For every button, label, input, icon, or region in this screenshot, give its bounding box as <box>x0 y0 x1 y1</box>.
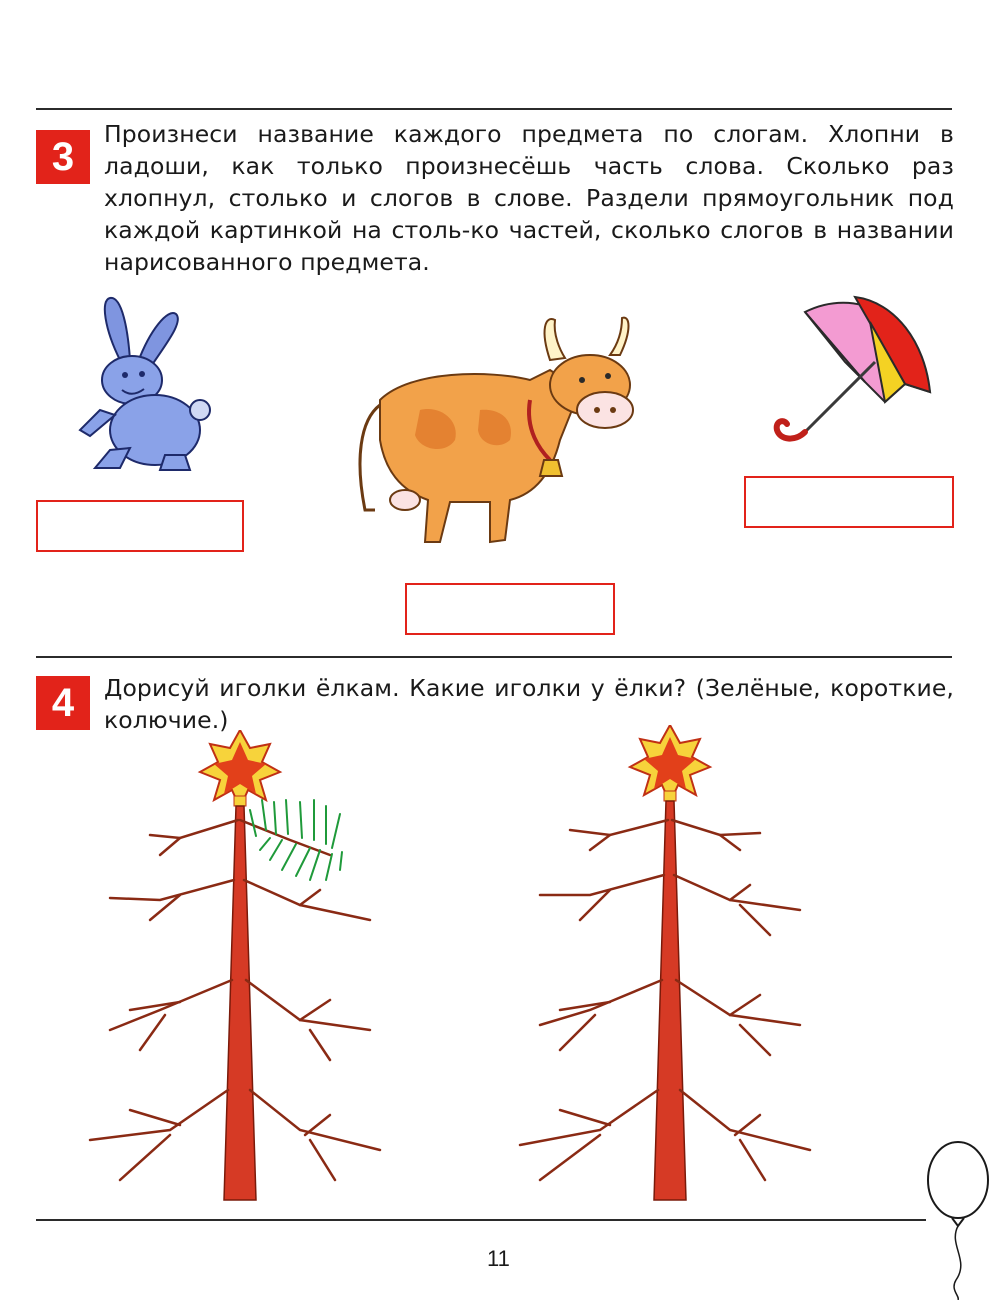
task4-number-badge: 4 <box>36 676 90 730</box>
hare-icon <box>70 290 220 480</box>
fir-tree-icon <box>500 725 840 1210</box>
answer-box-cow[interactable] <box>405 583 615 635</box>
balloon-icon <box>920 1140 1000 1300</box>
bottom-rule <box>36 1219 926 1221</box>
middle-rule <box>36 656 952 658</box>
umbrella-icon <box>765 292 945 452</box>
page-number: 11 <box>487 1246 510 1271</box>
task3-number-badge: 3 <box>36 130 90 184</box>
answer-box-umbrella[interactable] <box>744 476 954 528</box>
top-rule <box>36 108 952 110</box>
task3-instructions: Произнеси название каждого предмета по слогам. Хлопни в ладоши, как только произнесёшь часть слова. Сколько раз хлопнул, столько и слогов в слове. Раздели прямоугольник под каждой картинкой на столь-ко частей, сколько слогов в названии нарисованного предмета. <box>104 120 954 276</box>
answer-box-hare[interactable] <box>36 500 244 552</box>
fir-tree-icon <box>70 730 410 1210</box>
task4-instructions: Дорисуй иголки ёлкам. Какие иголки у ёлки? (Зелёные, короткие, колючие.) <box>104 674 954 734</box>
cow-icon <box>350 310 650 560</box>
